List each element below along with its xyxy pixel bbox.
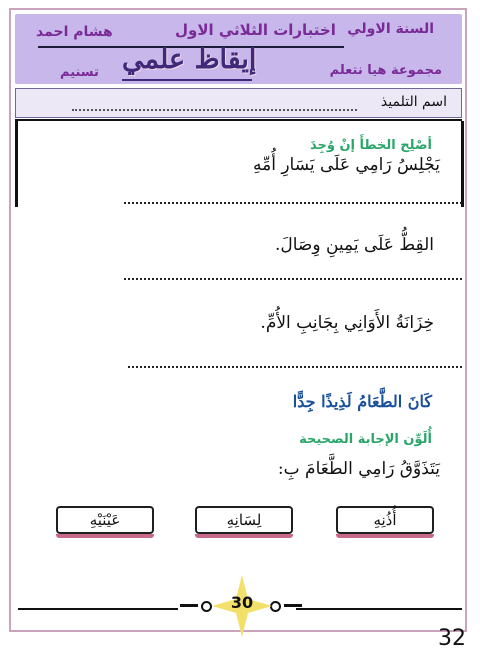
- footer-dash-right: [284, 604, 302, 607]
- footer-dash-left: [180, 604, 198, 607]
- grade-label: السنة الاولي: [347, 21, 434, 37]
- exam-title: اختبارات الثلاثي الاول: [175, 21, 336, 39]
- answer-line-2[interactable]: [124, 278, 462, 280]
- page-number: 30: [230, 593, 254, 612]
- choice-eyes-accent: [56, 534, 154, 538]
- exercise1-sentence-1: يَجْلِسُ رَامِي عَلَى يَسَارِ أُمِّهِ: [253, 155, 440, 175]
- student-name-field[interactable]: [72, 109, 357, 111]
- exercise2-question: يَتَذَوَّقُ رَامِي الطَّعَامَ بِ:: [277, 459, 440, 479]
- exercise1-sentence-2: القِطُّ عَلَى يَمِينِ وِصَالَ.: [274, 235, 434, 255]
- author-name: هشام احمد: [36, 24, 113, 40]
- student-name-bar: [15, 88, 462, 118]
- exercise1-instruction: أصْلِح الخطأَ إنْ وُجِدَ: [309, 138, 432, 153]
- right-rule: [461, 121, 464, 207]
- subject-logo: إيقاظ علمي: [122, 44, 257, 75]
- exercise2-statement: كَانَ الطَّعَامُ لَذِيذًا جِدًّا: [292, 392, 432, 411]
- exercise1-sentence-3: خِزَانَةُ الأَوَانِي بِجَانِبِ الأُمِّ.: [260, 313, 434, 333]
- designer-name: تسنيم: [60, 65, 99, 80]
- left-rule: [15, 121, 18, 207]
- group-name: مجموعة هيا نتعلم: [329, 63, 442, 78]
- footer-circle-left: [201, 601, 212, 612]
- student-name-label: اسم التلميذ: [380, 94, 447, 110]
- choice-tongue[interactable]: لِسَانِهِ: [195, 506, 293, 534]
- section-divider: [15, 119, 462, 121]
- answer-line-1[interactable]: [124, 202, 462, 204]
- corner-page-number: 32: [438, 626, 466, 651]
- choice-eyes[interactable]: عَيْنَيْهِ: [56, 506, 154, 534]
- footer-line-left: [18, 608, 178, 610]
- choice-ear[interactable]: أُذُنِهِ: [336, 506, 434, 534]
- choice-tongue-accent: [195, 534, 293, 538]
- footer-line-right: [296, 608, 462, 610]
- answer-line-3[interactable]: [128, 366, 462, 368]
- exercise2-instruction: أُلَوِّن الإجابة الصحيحة: [299, 432, 432, 447]
- choice-ear-accent: [336, 534, 434, 538]
- logo-underline: [122, 79, 252, 81]
